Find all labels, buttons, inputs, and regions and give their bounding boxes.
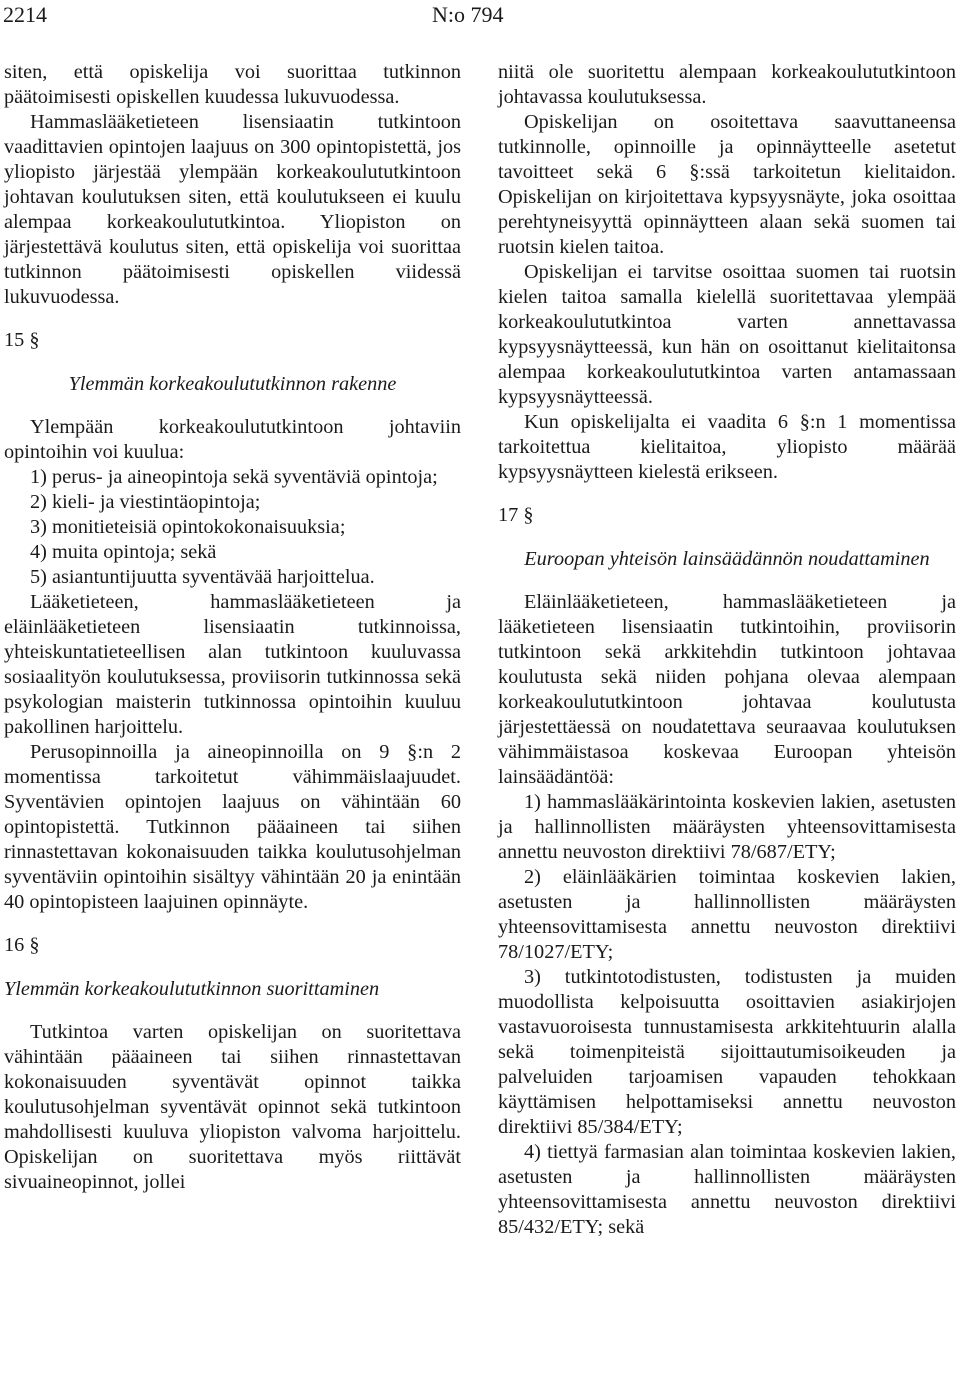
paragraph: Eläinlääketieteen, hammaslääketieteen ja lääketieteen lisensiaatin tutkintoihin, proviisorin tutkintoon sekä arkkitehdin tutkintoon johtavaa koulutusta sekä niiden pohjana olevaa alempaan korkeakoulututkintoon johtavaa koulutusta järjestettäessä on noudatettava seuraavaa koulutuksen vähimmäistasoa koskevaa Euroopan yhteisön lainsäädäntöä:: [498, 591, 956, 788]
list-item: 3) tutkintotodistusten, todistusten ja muiden muodollista kelpoisuutta osoittavien asiakirjojen vastavuoroisesta tunnustamisesta arkkitehtuurin alalla sekä toimenpiteistä sijoittautumisoikeuden ja palveluiden tarjoamisen vapauden tehokkaan käyttämisen helpottamiseksi annettu neuvoston direktiivi 85/384/ETY;: [498, 966, 956, 1138]
paragraph: siten, että opiskelija voi suorittaa tutkinnon päätoimisesti opiskellen kuudessa lukuvuodessa.: [4, 61, 461, 108]
paragraph: Kun opiskelijalta ei vaadita 6 §:n 1 momentissa tarkoitettua kielitaitoa, yliopisto määrää kypsyysnäytteen kielestä erikseen.: [498, 411, 956, 483]
list-item: 4) tiettyä farmasian alan toimintaa koskevien lakien, asetusten ja hallinnollisten määräysten yhteensovittamisesta annettu neuvoston direktiivi 85/432/ETY; sekä: [498, 1141, 956, 1238]
left-column: [4, 60, 461, 1195]
section-title: Euroopan yhteisön lainsäädännön noudattaminen: [524, 548, 930, 570]
paragraph: Opiskelijan ei tarvitse osoittaa suomen tai ruotsin kielen taitoa samalla kielellä suoritettavaa ylempää korkeakoulututkintoa varten annettavassa kypsyysnäytteessä, kun hän on osoittanut kielitaitonsa alempaa korkeakoulututkintoa varten antamassaan kypsyysnäytteessä.: [498, 261, 956, 408]
section-number: 15 §: [4, 329, 40, 351]
issue-number: N:o 794: [432, 2, 504, 27]
paragraph: Hammaslääketieteen lisensiaatin tutkintoon vaadittavien opintojen laajuus on 300 opintopistettä, jos yliopisto järjestää ylempään korkeakoulututkintoon johtavan koulutuksen siten, että koulutukseen ei kuulu alempaa korkeakoulututkintoa. Yliopiston on järjestettävä koulutus siten, että opiskelija voi suorittaa tutkinnon päätoimisesti opiskellen viidessä lukuvuodessa.: [4, 111, 461, 308]
list-item: 2) eläinlääkärien toimintaa koskevien lakien, asetusten ja hallinnollisten määräysten yhteensovittamisesta annettu neuvoston direktiivi 78/1027/ETY;: [498, 866, 956, 963]
paragraph: Lääketieteen, hammaslääketieteen ja eläinlääketieteen lisensiaatin tutkinnoissa, yhteiskuntatieteellisen alan tutkintoon kuuluvassa sosiaalityön koulutuksessa, proviisorin tutkinnossa sekä psykologian maisterin tutkinnossa opintoihin kuuluu pakollinen harjoittelu.: [4, 591, 461, 738]
list-item: 2) kieli- ja viestintäopintoja;: [30, 491, 261, 513]
list-item: 4) muita opintoja; sekä: [30, 541, 217, 563]
section-number: 16 §: [4, 934, 40, 956]
section-number: 17 §: [498, 504, 534, 526]
paragraph: Opiskelijan on osoitettava saavuttaneensa tutkinnolle, opinnoille ja opinnäytteelle asetetut tavoitteet sekä 6 §:ssä tarkoitetun kielitaidon. Opiskelijan on kirjoitettava kypsyysnäyte, joka osoittaa perehtyneisyyttä opinnäytteen alaan sekä suomen tai ruotsin kielen taitoa.: [498, 111, 956, 258]
paragraph: niitä ole suoritettu alempaan korkeakoulututkintoon johtavassa koulutuksessa.: [498, 61, 956, 108]
paragraph: Tutkintoa varten opiskelijan on suoritettava vähintään pääaineen tai siihen rinnastettavan kokonaisuuden syventävät opinnot taikka koulutusohjelman syventävät opinnot sekä tutkintoon mahdollisesti kuuluva yliopiston valvoma harjoittelu. Opiskelijan on suoritettava myös riittävät sivuaineopinnot, jollei: [4, 1021, 461, 1193]
list-item: 3) monitieteisiä opintokokonaisuuksia;: [30, 516, 346, 538]
page-header: [0, 2, 960, 32]
right-column: [498, 60, 956, 1240]
list-item: 1) hammaslääkärintointa koskevien lakien, asetusten ja hallinnollisten määräysten yhteensovittamisesta annettu neuvoston direktiivi 78/687/ETY;: [498, 791, 956, 863]
paragraph: Perusopinnoilla ja aineopinnoilla on 9 §:n 2 momentissa tarkoitetut vähimmäislaajuudet. Syventävien opintojen laajuus on vähintään 60 opintopistettä. Tutkinnon pääaineen tai siihen rinnastettavan kokonaisuuden taikka koulutusohjelman syventäviin opintoihin sisältyy vähintään 20 ja enintään 40 opintopisteen laajuinen opinnäyte.: [4, 741, 461, 913]
section-title: Ylemmän korkeakoulututkinnon rakenne: [68, 373, 397, 395]
list-item: 5) asiantuntijuutta syventävää harjoittelua.: [30, 566, 375, 588]
list-item: 1) perus- ja aineopintoja sekä syventäviä opintoja;: [30, 466, 438, 488]
page-number: 2214: [3, 2, 47, 27]
section-title: Ylemmän korkeakoulututkinnon suorittaminen: [4, 978, 380, 1000]
paragraph: Ylempään korkeakoulututkintoon johtaviin opintoihin voi kuulua:: [4, 416, 461, 463]
